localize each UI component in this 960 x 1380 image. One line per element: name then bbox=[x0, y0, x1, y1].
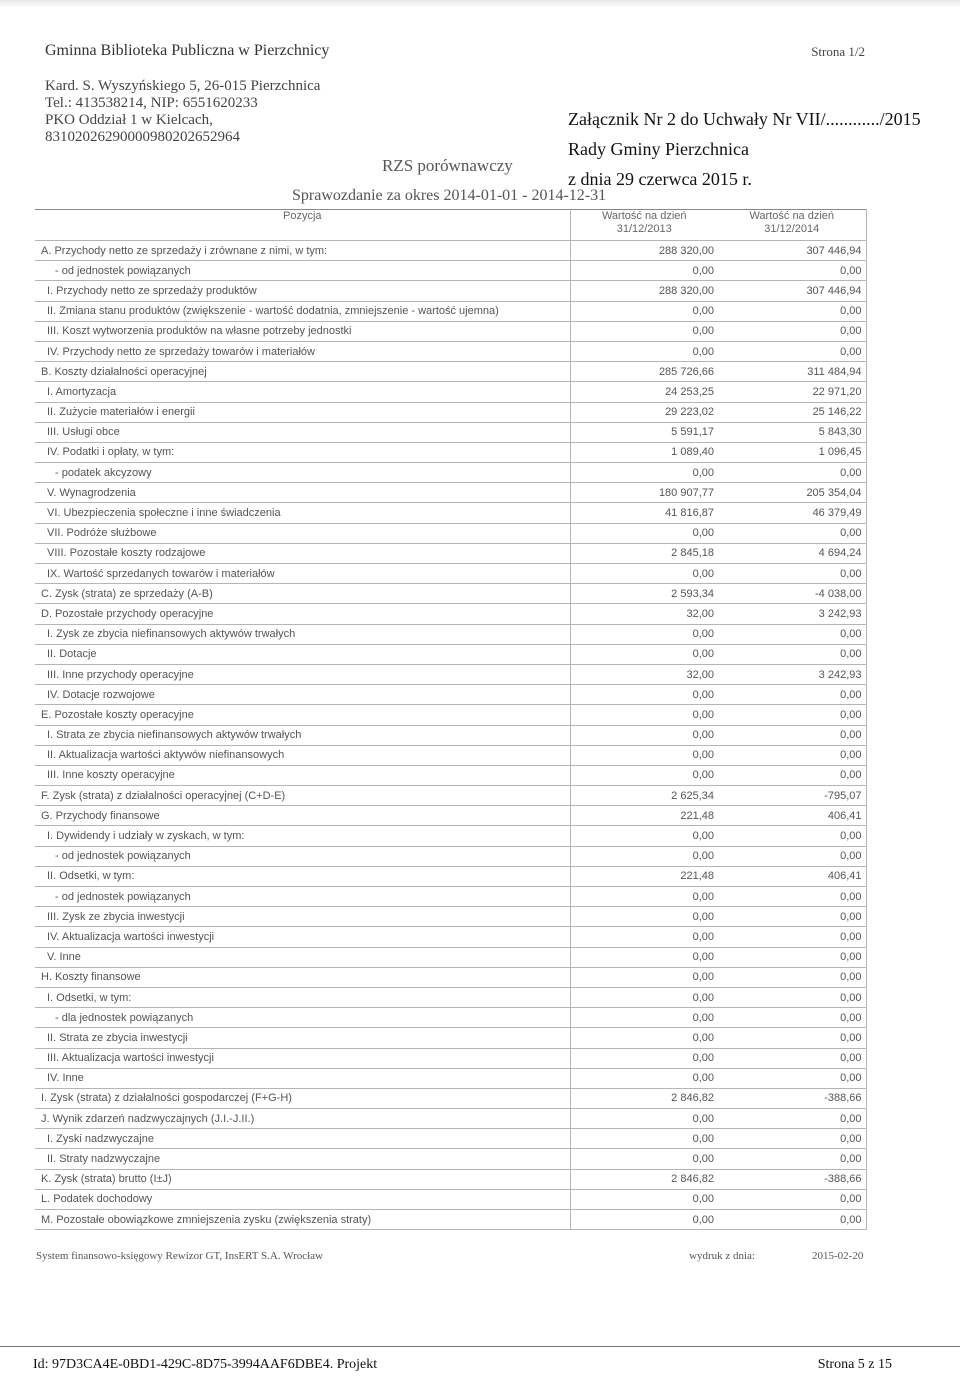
bottom-divider bbox=[0, 1346, 960, 1347]
row-value-2013: 0,00 bbox=[570, 947, 718, 967]
table-row bbox=[35, 604, 866, 624]
row-label: II. Aktualizacja wartości aktywów niefinansowych bbox=[35, 745, 570, 765]
row-label: II. Straty nadzwyczajne bbox=[35, 1149, 570, 1169]
footer-printed-date: 2015-02-20 bbox=[812, 1250, 864, 1262]
report-title: RZS porównawczy bbox=[382, 156, 513, 175]
row-value-2014: 0,00 bbox=[718, 947, 866, 967]
row-value-2014: 0,00 bbox=[718, 1149, 866, 1169]
table-row bbox=[35, 846, 866, 866]
row-value-2013: 285 726,66 bbox=[570, 362, 718, 382]
table-row bbox=[35, 1088, 866, 1108]
row-value-2014: -388,66 bbox=[718, 1088, 866, 1108]
table-row bbox=[35, 463, 866, 483]
row-label: E. Pozostałe koszty operacyjne bbox=[35, 705, 570, 725]
row-label: III. Aktualizacja wartości inwestycji bbox=[35, 1048, 570, 1068]
row-label: I. Zysk (strata) z działalności gospodarczej (F+G-H) bbox=[35, 1088, 570, 1108]
row-value-2014: 0,00 bbox=[718, 846, 866, 866]
attachment-line: z dnia 29 czerwca 2015 r. bbox=[568, 169, 752, 189]
row-value-2013: 0,00 bbox=[570, 1109, 718, 1129]
row-value-2013: 0,00 bbox=[570, 907, 718, 927]
table-row bbox=[35, 1028, 866, 1048]
table-row bbox=[35, 1109, 866, 1129]
row-value-2013: 0,00 bbox=[570, 1149, 718, 1169]
row-value-2013: 0,00 bbox=[570, 1048, 718, 1068]
row-value-2014: 22 971,20 bbox=[718, 382, 866, 402]
row-value-2013: 0,00 bbox=[570, 624, 718, 644]
table-row bbox=[35, 321, 866, 341]
row-label: I. Zyski nadzwyczajne bbox=[35, 1129, 570, 1149]
row-value-2014: 0,00 bbox=[718, 1008, 866, 1028]
row-value-2014: 0,00 bbox=[718, 564, 866, 584]
row-value-2014: 0,00 bbox=[718, 705, 866, 725]
table-row bbox=[35, 826, 866, 846]
row-value-2013: 5 591,17 bbox=[570, 422, 718, 442]
row-value-2013: 0,00 bbox=[570, 1189, 718, 1209]
table-row bbox=[35, 341, 866, 361]
row-label: C. Zysk (strata) ze sprzedaży (A-B) bbox=[35, 584, 570, 604]
row-value-2014: 311 484,94 bbox=[718, 362, 866, 382]
row-value-2014: 205 354,04 bbox=[718, 483, 866, 503]
table-row bbox=[35, 887, 866, 907]
row-value-2014: 0,00 bbox=[718, 261, 866, 281]
row-value-2014: 0,00 bbox=[718, 1189, 866, 1209]
row-value-2014: 0,00 bbox=[718, 644, 866, 664]
table-row bbox=[35, 362, 866, 382]
row-label: K. Zysk (strata) brutto (I±J) bbox=[35, 1169, 570, 1189]
row-value-2014: 0,00 bbox=[718, 341, 866, 361]
scan-edge bbox=[0, 0, 960, 8]
table-row bbox=[35, 705, 866, 725]
row-value-2013: 221,48 bbox=[570, 806, 718, 826]
row-value-2013: 0,00 bbox=[570, 705, 718, 725]
row-value-2014: 0,00 bbox=[718, 887, 866, 907]
table-row bbox=[35, 907, 866, 927]
row-value-2014: -795,07 bbox=[718, 786, 866, 806]
row-label: IV. Dotacje rozwojowe bbox=[35, 685, 570, 705]
row-label: III. Koszt wytworzenia produktów na własne potrzeby jednostki bbox=[35, 321, 570, 341]
table-row bbox=[35, 866, 866, 886]
row-label: VIII. Pozostałe koszty rodzajowe bbox=[35, 543, 570, 563]
row-value-2013: 0,00 bbox=[570, 765, 718, 785]
row-value-2014: 0,00 bbox=[718, 927, 866, 947]
row-value-2014: 0,00 bbox=[718, 1068, 866, 1088]
row-value-2014: 0,00 bbox=[718, 826, 866, 846]
row-value-2013: 0,00 bbox=[570, 685, 718, 705]
page-label: Strona 1/2 bbox=[811, 44, 865, 59]
row-value-2014: 3 242,93 bbox=[718, 604, 866, 624]
table-row bbox=[35, 382, 866, 402]
row-value-2014: 0,00 bbox=[718, 987, 866, 1007]
row-value-2014: 0,00 bbox=[718, 765, 866, 785]
table-row bbox=[35, 664, 866, 684]
table-row bbox=[35, 1169, 866, 1189]
row-value-2013: 0,00 bbox=[570, 987, 718, 1007]
row-value-2014: 0,00 bbox=[718, 624, 866, 644]
address-line: PKO Oddział 1 w Kielcach, bbox=[45, 112, 213, 128]
row-value-2013: 0,00 bbox=[570, 927, 718, 947]
report-period: Sprawozdanie za okres 2014-01-01 - 2014-12-31 bbox=[292, 187, 607, 204]
row-value-2013: 0,00 bbox=[570, 725, 718, 745]
row-value-2013: 0,00 bbox=[570, 1068, 718, 1088]
row-value-2013: 180 907,77 bbox=[570, 483, 718, 503]
row-label: IV. Podatki i opłaty, w tym: bbox=[35, 442, 570, 462]
row-label: V. Wynagrodzenia bbox=[35, 483, 570, 503]
row-label: G. Przychody finansowe bbox=[35, 806, 570, 826]
table-row bbox=[35, 564, 866, 584]
row-value-2014: 0,00 bbox=[718, 463, 866, 483]
row-value-2013: 0,00 bbox=[570, 523, 718, 543]
table-row bbox=[35, 1068, 866, 1088]
table-row bbox=[35, 584, 866, 604]
address-line: Tel.: 413538214, NIP: 6551620233 bbox=[45, 95, 258, 111]
row-value-2013: 288 320,00 bbox=[570, 241, 718, 261]
row-label: J. Wynik zdarzeń nadzwyczajnych (J.I.-J.II.) bbox=[35, 1109, 570, 1129]
row-value-2014: 0,00 bbox=[718, 967, 866, 987]
row-label: III. Inne przychody operacyjne bbox=[35, 664, 570, 684]
row-label: III. Inne koszty operacyjne bbox=[35, 765, 570, 785]
row-value-2013: 0,00 bbox=[570, 1210, 718, 1230]
row-value-2014: 307 446,94 bbox=[718, 281, 866, 301]
row-value-2013: 0,00 bbox=[570, 463, 718, 483]
row-value-2013: 2 593,34 bbox=[570, 584, 718, 604]
row-value-2013: 0,00 bbox=[570, 341, 718, 361]
table-row bbox=[35, 1189, 866, 1209]
row-value-2013: 0,00 bbox=[570, 745, 718, 765]
footer-printed-label: wydruk z dnia: bbox=[689, 1250, 755, 1262]
footer-software: System finansowo-księgowy Rewizor GT, InsERT S.A. Wrocław bbox=[36, 1250, 323, 1262]
document-page-number: Strona 5 z 15 bbox=[817, 1357, 892, 1372]
table-row bbox=[35, 765, 866, 785]
row-label: - od jednostek powiązanych bbox=[35, 261, 570, 281]
row-value-2014: 0,00 bbox=[718, 523, 866, 543]
row-value-2013: 0,00 bbox=[570, 321, 718, 341]
row-value-2014: 0,00 bbox=[718, 745, 866, 765]
organization-name: Gminna Biblioteka Publiczna w Pierzchnicy bbox=[45, 42, 330, 59]
row-value-2013: 0,00 bbox=[570, 1129, 718, 1149]
row-value-2013: 0,00 bbox=[570, 1028, 718, 1048]
row-label: I. Zysk ze zbycia niefinansowych aktywów trwałych bbox=[35, 624, 570, 644]
row-value-2013: 0,00 bbox=[570, 1008, 718, 1028]
table-row bbox=[35, 402, 866, 422]
row-label: IV. Przychody netto ze sprzedaży towarów i materiałów bbox=[35, 341, 570, 361]
row-label: L. Podatek dochodowy bbox=[35, 1189, 570, 1209]
row-label: II. Zmiana stanu produktów (zwiększenie - wartość dodatnia, zmniejszenie - wartość ujemna) bbox=[35, 301, 570, 321]
table-row bbox=[35, 1129, 866, 1149]
table-row bbox=[35, 1048, 866, 1068]
table-row bbox=[35, 241, 866, 261]
table-row bbox=[35, 644, 866, 664]
row-value-2013: 2 845,18 bbox=[570, 543, 718, 563]
row-value-2014: 0,00 bbox=[718, 301, 866, 321]
row-label: V. Inne bbox=[35, 947, 570, 967]
row-label: - dla jednostek powiązanych bbox=[35, 1008, 570, 1028]
row-value-2014: 25 146,22 bbox=[718, 402, 866, 422]
row-value-2013: 0,00 bbox=[570, 301, 718, 321]
row-value-2014: 406,41 bbox=[718, 866, 866, 886]
attachment-block bbox=[568, 104, 921, 194]
row-value-2013: 32,00 bbox=[570, 664, 718, 684]
row-label: M. Pozostałe obowiązkowe zmniejszenia zysku (zwiększenia straty) bbox=[35, 1210, 570, 1230]
financial-statement-table bbox=[35, 209, 867, 1230]
row-value-2014: 0,00 bbox=[718, 1129, 866, 1149]
attachment-line: Rady Gminy Pierzchnica bbox=[568, 139, 749, 159]
row-label: F. Zysk (strata) z działalności operacyjnej (C+D-E) bbox=[35, 786, 570, 806]
row-value-2013: 2 625,34 bbox=[570, 786, 718, 806]
row-value-2014: 307 446,94 bbox=[718, 241, 866, 261]
row-value-2013: 221,48 bbox=[570, 866, 718, 886]
row-value-2014: 406,41 bbox=[718, 806, 866, 826]
row-label: IV. Inne bbox=[35, 1068, 570, 1088]
document-id: Id: 97D3CA4E-0BD1-429C-8D75-3994AAF6DBE4. Projekt bbox=[33, 1357, 378, 1372]
row-label: - podatek akcyzowy bbox=[35, 463, 570, 483]
table-row bbox=[35, 806, 866, 826]
row-value-2013: 0,00 bbox=[570, 564, 718, 584]
row-label: IX. Wartość sprzedanych towarów i materiałów bbox=[35, 564, 570, 584]
row-value-2014: 0,00 bbox=[718, 907, 866, 927]
row-value-2014: 5 843,30 bbox=[718, 422, 866, 442]
row-label: VII. Podróże służbowe bbox=[35, 523, 570, 543]
row-value-2013: 24 253,25 bbox=[570, 382, 718, 402]
table-row bbox=[35, 422, 866, 442]
row-value-2013: 2 846,82 bbox=[570, 1169, 718, 1189]
row-value-2014: 0,00 bbox=[718, 321, 866, 341]
table-row bbox=[35, 1210, 866, 1230]
attachment-line: Załącznik Nr 2 do Uchwały Nr VII/............/2015 bbox=[568, 109, 921, 129]
row-label: A. Przychody netto ze sprzedaży i zrównane z nimi, w tym: bbox=[35, 241, 570, 261]
table-row bbox=[35, 523, 866, 543]
row-value-2013: 29 223,02 bbox=[570, 402, 718, 422]
row-label: III. Usługi obce bbox=[35, 422, 570, 442]
row-label: II. Strata ze zbycia inwestycji bbox=[35, 1028, 570, 1048]
row-value-2014: 0,00 bbox=[718, 685, 866, 705]
table-row bbox=[35, 947, 866, 967]
address-line: 83102026290000980202652964 bbox=[45, 129, 240, 145]
row-value-2014: 0,00 bbox=[718, 1048, 866, 1068]
row-value-2014: -4 038,00 bbox=[718, 584, 866, 604]
row-value-2014: -388,66 bbox=[718, 1169, 866, 1189]
table-row bbox=[35, 543, 866, 563]
table-row bbox=[35, 927, 866, 947]
col-header-position: Pozycja bbox=[35, 210, 570, 241]
table-row bbox=[35, 987, 866, 1007]
row-label: III. Zysk ze zbycia inwestycji bbox=[35, 907, 570, 927]
row-value-2014: 4 694,24 bbox=[718, 543, 866, 563]
table-row bbox=[35, 261, 866, 281]
row-value-2014: 46 379,49 bbox=[718, 503, 866, 523]
row-label: - od jednostek powiązanych bbox=[35, 846, 570, 866]
row-value-2013: 41 816,87 bbox=[570, 503, 718, 523]
row-value-2014: 0,00 bbox=[718, 1210, 866, 1230]
row-value-2013: 288 320,00 bbox=[570, 281, 718, 301]
row-value-2013: 1 089,40 bbox=[570, 442, 718, 462]
col-header-value-2013: Wartość na dzień 31/12/2013 bbox=[570, 210, 718, 241]
table-row bbox=[35, 483, 866, 503]
row-value-2013: 0,00 bbox=[570, 261, 718, 281]
row-value-2013: 0,00 bbox=[570, 967, 718, 987]
row-label: - od jednostek powiązanych bbox=[35, 887, 570, 907]
row-label: II. Dotacje bbox=[35, 644, 570, 664]
row-value-2014: 1 096,45 bbox=[718, 442, 866, 462]
row-value-2014: 0,00 bbox=[718, 725, 866, 745]
row-label: I. Strata ze zbycia niefinansowych aktywów trwałych bbox=[35, 725, 570, 745]
row-label: II. Odsetki, w tym: bbox=[35, 866, 570, 886]
row-label: I. Odsetki, w tym: bbox=[35, 987, 570, 1007]
table-row bbox=[35, 503, 866, 523]
row-value-2013: 2 846,82 bbox=[570, 1088, 718, 1108]
row-value-2014: 0,00 bbox=[718, 1109, 866, 1129]
row-label: I. Amortyzacja bbox=[35, 382, 570, 402]
row-value-2014: 3 242,93 bbox=[718, 664, 866, 684]
table-row bbox=[35, 786, 866, 806]
address-block bbox=[45, 78, 320, 146]
row-label: D. Pozostałe przychody operacyjne bbox=[35, 604, 570, 624]
table-row bbox=[35, 1008, 866, 1028]
table-row bbox=[35, 301, 866, 321]
row-label: VI. Ubezpieczenia społeczne i inne świadczenia bbox=[35, 503, 570, 523]
row-value-2013: 0,00 bbox=[570, 887, 718, 907]
table-row bbox=[35, 685, 866, 705]
table-row bbox=[35, 624, 866, 644]
table-row bbox=[35, 442, 866, 462]
row-value-2013: 0,00 bbox=[570, 826, 718, 846]
row-label: H. Koszty finansowe bbox=[35, 967, 570, 987]
row-label: B. Koszty działalności operacyjnej bbox=[35, 362, 570, 382]
col-header-value-2014: Wartość na dzień 31/12/2014 bbox=[718, 210, 866, 241]
row-value-2013: 0,00 bbox=[570, 644, 718, 664]
table-row bbox=[35, 725, 866, 745]
table-header-row bbox=[35, 210, 866, 241]
row-value-2014: 0,00 bbox=[718, 1028, 866, 1048]
row-label: I. Dywidendy i udziały w zyskach, w tym: bbox=[35, 826, 570, 846]
row-label: IV. Aktualizacja wartości inwestycji bbox=[35, 927, 570, 947]
address-line: Kard. S. Wyszyńskiego 5, 26-015 Pierzchnica bbox=[45, 78, 321, 94]
table-row bbox=[35, 1149, 866, 1169]
row-value-2013: 32,00 bbox=[570, 604, 718, 624]
row-label: I. Przychody netto ze sprzedaży produktów bbox=[35, 281, 570, 301]
table-row bbox=[35, 745, 866, 765]
row-value-2013: 0,00 bbox=[570, 846, 718, 866]
table-row bbox=[35, 967, 866, 987]
row-label: II. Zużycie materiałów i energii bbox=[35, 402, 570, 422]
table-row bbox=[35, 281, 866, 301]
